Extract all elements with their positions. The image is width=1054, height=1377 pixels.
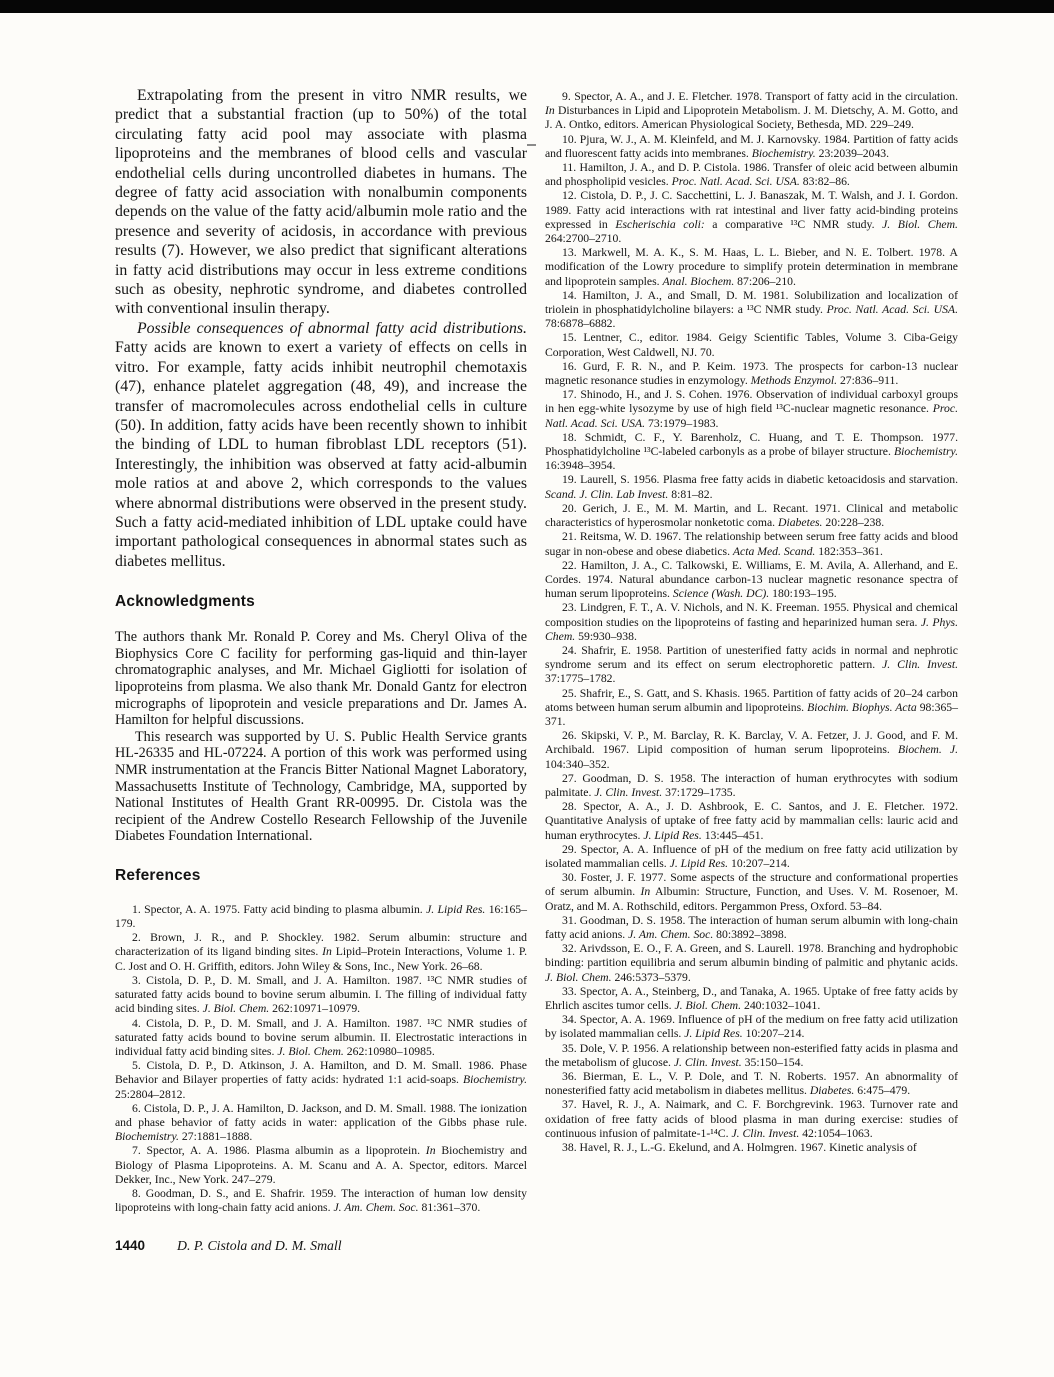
reference-item: 33. Spector, A. A., Steinberg, D., and Tanaka, A. 1965. Uptake of free fatty acids by Ehrlich ascites tumor cells. J. Biol. Chem. 240:1032–1041. xyxy=(545,984,958,1012)
left-column xyxy=(115,86,527,1215)
reference-item: 19. Laurell, S. 1956. Plasma free fatty acids in diabetic ketoacidosis and starvation. Scand. J. Clin. Lab Invest. 8:81–82. xyxy=(545,473,958,501)
reference-item: 28. Spector, A. A., J. D. Ashbrook, E. C. Santos, and J. E. Fletcher. 1972. Quantitative Analysis of uptake of free fatty acid by mammalian cells: lauric acid and human erythrocytes. J. Lipid Res. 13:445–451. xyxy=(545,800,958,842)
page-number: 1440 xyxy=(115,1238,146,1253)
references-heading: References xyxy=(115,866,201,884)
reference-item: 8. Goodman, D. S., and E. Shafrir. 1959. The interaction of human low density lipoproteins with long-chain fatty acid anions. J. Am. Chem. Soc. 81:361–370. xyxy=(115,1186,527,1215)
reference-item: 2. Brown, J. R., and P. Shockley. 1982. Serum albumin: structure and characterization of its ligand binding sites. In Lipid–Protein Interactions, Volume 1. P. C. Jost and O. H. Griffith, editors. John Wiley & Sons, Inc., New York. 26–68. xyxy=(115,931,527,973)
reference-item: 3. Cistola, D. P., D. M. Small, and J. A. Hamilton. 1987. ¹³C NMR studies of saturated fatty acids bound to bovine serum albumin. I. The filling of individual fatty acid binding sites. J. Biol. Chem. 262:10971–10979. xyxy=(115,973,527,1016)
reference-item: 12. Cistola, D. P., J. C. Sacchettini, L. J. Banaszak, M. T. Walsh, and J. I. Gordon. 1989. Fatty acid interactions with rat intestinal and liver fatty acid-binding proteins expressed in Escherischia coli: a comparative ¹³C NMR study. J. Biol. Chem. 264:2700–2710. xyxy=(545,189,958,246)
page-footer xyxy=(115,1237,342,1255)
reference-item: 38. Havel, R. J., L.-G. Ekelund, and A. Holmgren. 1967. Kinetic analysis of xyxy=(562,1141,917,1155)
reference-item: 21. Reitsma, W. D. 1967. The relationship between serum free fatty acids and blood sugar in non-obese and obese diabetics. Acta Med. Scand. 182:353–361. xyxy=(545,530,958,558)
reference-item: 4. Cistola, D. P., D. M. Small, and J. A. Hamilton. 1987. ¹³C NMR studies of saturated fatty acids bound to bovine serum albumin. II. Electrostatic interactions in individual fatty acid binding sites. J. Biol. Chem. 262:10980–10985. xyxy=(115,1016,527,1058)
reference-item: 1. Spector, A. A. 1975. Fatty acid binding to plasma albumin. J. Lipid Res. 16:165–179. xyxy=(115,902,527,931)
reference-item: 17. Shinodo, H., and J. S. Cohen. 1976. Observation of individual carboxyl groups in hen egg-white lysozyme by use of high field ¹³C-nuclear magnetic resonance. Proc. Natl. Acad. Sci. USA. 73:1979–1983. xyxy=(545,388,958,430)
reference-item: 16. Gurd, F. R. N., and P. Keim. 1973. The prospects for carbon-13 nuclear magnetic resonance studies in enzymology. Methods Enzymol. 27:836–911. xyxy=(545,359,958,388)
reference-item: 30. Foster, J. F. 1977. Some aspects of the structure and conformational properties of serum albumin. In Albumin: Structure, Function, and Uses. V. M. Rosenoer, M. Oratz, and M. A. Rothschild, editors. Pergammon Press, Oxford. 53–84. xyxy=(545,871,958,913)
acknowledgments-paragraph: The authors thank Mr. Ronald P. Corey and Ms. Cheryl Oliva of the Biophysics Core C facility for performing gas-liquid and thin-layer chromatographic analyses, and Mr. Michael Gigliotti for isolation of lipoproteins from plasma. We also thank Mr. Donald Gantz for electron micrographs of lipoprotein and vesicle preparations and Dr. James A. Hamilton for helpful discussions. xyxy=(115,629,527,729)
reference-item: 15. Lentner, C., editor. 1984. Geigy Scientific Tables, Volume 3. Ciba-Geigy Corporation, West Caldwell, NJ. 70. xyxy=(545,331,958,359)
reference-item: 13. Markwell, M. A. K., S. M. Haas, L. L. Bieber, and N. E. Tolbert. 1978. A modification of the Lowry procedure to simplify protein determination in membrane and lipoprotein samples. Anal. Biochem. 87:206–210. xyxy=(545,246,958,288)
reference-item: 37. Havel, R. J., A. Naimark, and C. F. Borchgrevink. 1963. Turnover rate and oxidation of free fatty acids of blood plasma in man during exercise: studies of continuous infusion of palmitate-1-¹⁴C. J. Clin. Invest. 42:1054–1063. xyxy=(545,1098,958,1140)
reference-item: 24. Shafrir, E. 1958. Partition of unesterified fatty acids in normal and nephrotic syndrome serum and its effect on serum electrophoretic pattern. J. Clin. Invest. 37:1775–1782. xyxy=(545,643,958,686)
body-paragraph: Extrapolating from the present in vitro NMR results, we predict that a substantial fraction (up to 50%) of the total circulating fatty acid pool may associate with plasma lipoproteins and the membranes of blood cells and vascular endothelial cells during uncontrolled diabetes in humans. The degree of fatty acid association with nonalbumin components depends on the value of the fatty acid/albumin mole ratio and the presence and severity of acidosis, in accordance with previous results (7). However, we also predict that significant alterations in fatty acid distributions may occur in less extreme conditions such as obesity, nephrotic syndrome, and diabetes controlled with conventional insulin therapy. xyxy=(115,87,527,318)
reference-item: 9. Spector, A. A., and J. E. Fletcher. 1978. Transport of fatty acid in the circulation. In Disturbances in Lipid and Lipoprotein Metabolism. J. M. Dietschy, A. M. Gotto, and J. A. Ontko, editors. American Physiological Society, Bethesda, MD. 229–249. xyxy=(545,90,958,132)
reference-item: 10. Pjura, W. J., A. M. Kleinfeld, and M. J. Karnovsky. 1984. Partition of fatty acids and fluorescent fatty acids into membranes. Biochemistry. 23:2039–2043. xyxy=(545,132,958,160)
reference-item: 35. Dole, V. P. 1956. A relationship between non-esterified fatty acids in plasma and the metabolism of glucose. J. Clin. Invest. 35:150–154. xyxy=(545,1041,958,1069)
references-list-right xyxy=(545,90,958,1155)
reference-item: 27. Goodman, D. S. 1958. The interaction of human erythrocytes with sodium palmitate. J. Clin. Invest. 37:1729–1735. xyxy=(545,771,958,799)
body-paragraph: Possible consequences of abnormal fatty acid distributions. Fatty acids are known to exert a variety of effects on cells in vitro. For example, fatty acids inhibit neutrophil chemotaxis (47), enhance platelet aggregation (48, 49), and increase the transfer of macromolecules across endothelial cells in culture (50). In addition, fatty acids have been recently shown to inhibit the binding of LDL to human fibroblast LDL receptors (51). Interestingly, the inhibition was observed at fatty acid-albumin mole ratios at and above 2, which corresponds to the values where abnormal distributions were observed in the present study. Such a fatty acid-mediated inhibition of LDL uptake could have important pathological consequences in abnormal states such as diabetes mellitus. xyxy=(115,319,527,570)
right-column xyxy=(545,90,958,1155)
reference-item: 23. Lindgren, F. T., A. V. Nichols, and N. K. Freeman. 1955. Physical and chemical composition studies on the lipoproteins of fasting and heparinized human sera. J. Phys. Chem. 59:930–938. xyxy=(545,601,958,643)
reference-item: 22. Hamilton, J. A., C. Talkowski, E. Williams, E. M. Avila, A. Allerhand, and E. Cordes. 1974. Natural abundance carbon-13 nuclear magnetic resonance spectra of human serum lipoproteins. Science (Wash. DC). 180:193–195. xyxy=(545,558,958,601)
reference-item: 31. Goodman, D. S. 1958. The interaction of human serum albumin with long-chain fatty acid anions. J. Am. Chem. Soc. 80:3892–3898. xyxy=(545,913,958,941)
reference-item: 6. Cistola, D. P., J. A. Hamilton, D. Jackson, and D. M. Small. 1988. The ionization and phase behavior of fatty acids in water: application of the Gibbs phase rule. Biochemistry. 27:1881–1888. xyxy=(115,1101,527,1144)
references-list-left xyxy=(115,903,527,1215)
reference-item: 36. Bierman, E. L., V. P. Dole, and T. N. Roberts. 1957. An abnormality of nonesterified fatty acid metabolism in diabetes mellitus. Diabetes. 6:475–479. xyxy=(545,1070,958,1098)
reference-item: 20. Gerich, J. E., M. M. Martin, and L. Recant. 1971. Clinical and metabolic characteristics of hyperosmolar nonketotic coma. Diabetes. 20:228–238. xyxy=(545,501,958,530)
scan-artifact-top-band xyxy=(0,0,1054,13)
reference-item: 25. Shafrir, E., S. Gatt, and S. Khasis. 1965. Partition of fatty acids of 20–24 carbon atoms between human serum albumin and lipoproteins. Biochim. Biophys. Acta 98:365–371. xyxy=(545,686,958,728)
reference-item: 18. Schmidt, C. F., Y. Barenholz, C. Huang, and T. E. Thompson. 1977. Phosphatidylcholine ¹³C-labeled carbonyls as a probe of bilayer structure. Biochemistry. 16:3948–3954. xyxy=(545,430,958,473)
running-title: D. P. Cistola and D. M. Small xyxy=(177,1238,342,1253)
acknowledgments-section xyxy=(115,629,527,845)
reference-item: 34. Spector, A. A. 1969. Influence of pH of the medium on free fatty acid utilization by isolated mammalian cells. J. Lipid Res. 10:207–214. xyxy=(545,1013,958,1041)
reference-item: 29. Spector, A. A. Influence of pH of the medium on free fatty acid utilization by isolated mammalian cells. J. Lipid Res. 10:207–214. xyxy=(545,842,958,870)
reference-item: 5. Cistola, D. P., D. Atkinson, J. A. Hamilton, and D. M. Small. 1986. Phase Behavior and Bilayer properties of fatty acids: hydrated 1:1 acid-soaps. Biochemistry. 25:2804–2812. xyxy=(115,1059,527,1101)
reference-item: 7. Spector, A. A. 1986. Plasma albumin as a lipoprotein. In Biochemistry and Biology of Plasma Lipoproteins. A. M. Scanu and A. A. Spector, editors. Marcel Dekker, Inc., New York. 247–279. xyxy=(115,1144,527,1186)
reference-item: 11. Hamilton, J. A., and D. P. Cistola. 1986. Transfer of oleic acid between albumin and phospholipid vesicles. Proc. Natl. Acad. Sci. USA. 83:82–86. xyxy=(545,161,958,189)
main-text-section xyxy=(115,86,527,571)
scan-artifact-dash xyxy=(527,144,536,146)
reference-item: 14. Hamilton, J. A., and Small, D. M. 1981. Solubilization and localization of triolein in phosphatidylcholine bilayers: a ¹³C NMR study. Proc. Natl. Acad. Sci. USA. 78:6878–6882. xyxy=(545,288,958,331)
reference-item: 32. Arivdsson, E. O., F. A. Green, and S. Laurell. 1978. Branching and hydrophobic binding: partition equilibria and serum albumin binding of palmitic and phytanic acids. J. Biol. Chem. 246:5373–5379. xyxy=(545,942,958,984)
reference-item: 26. Skipski, V. P., M. Barclay, R. K. Barclay, V. A. Fetzer, J. J. Good, and F. M. Archibald. 1967. Lipid composition of human serum lipoproteins. Biochem. J. 104:340–352. xyxy=(545,729,959,771)
acknowledgments-paragraph: This research was supported by U. S. Public Health Service grants HL-26335 and HL-07224. A portion of this work was performed using NMR instrumentation at the Francis Bitter National Magnet Laboratory, Massachusetts Institute of Technology, Cambridge, MA, supported by National Institutes of Health Grant RR-00995. Dr. Cistola was the recipient of the Andrew Costello Research Fellowship of the Juvenile Diabetes Foundation International. xyxy=(115,728,527,845)
acknowledgments-heading: Acknowledgments xyxy=(115,593,255,611)
